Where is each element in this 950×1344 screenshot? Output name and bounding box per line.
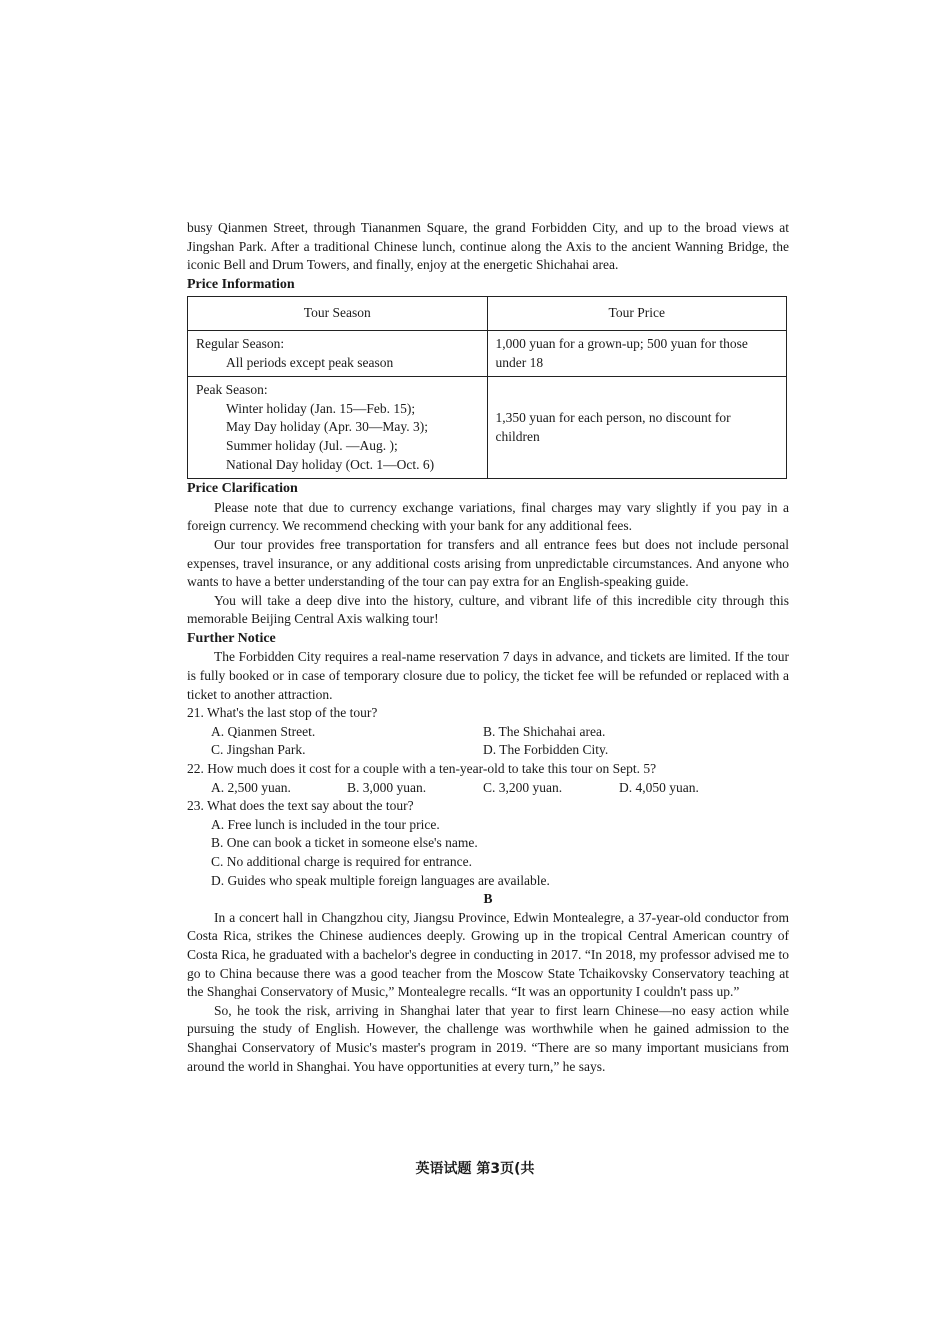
option-c: C. No additional charge is required for entrance. (211, 854, 473, 869)
option-row (187, 723, 789, 742)
peak-period: National Day holiday (Oct. 1—Oct. 6) (226, 456, 435, 472)
peak-season-cell (188, 377, 488, 479)
intro-paragraph: busy Qianmen Street, through Tiananmen Square, the grand Forbidden City, and up to the broad views at Jingshan Park. After a traditional Chinese lunch, continue along the Axis to the ancient Wanning Bridge, the iconic Bell and Drum Towers, and finally, enjoy at the energetic Shichahai area. (187, 220, 789, 273)
peak-price-cell: 1,350 yuan for each person, no discount for children (487, 377, 787, 479)
section-b-paragraph: In a concert hall in Changzhou city, Jiangsu Province, Edwin Montealegre, a 37-year-old conductor from Costa Rica, strikes the Chinese audiences deeply. Growing up in the tropical Central American country of Costa Rica, he graduated with a bachelor's degree in conducting in 2017. “In 2018, my professor advised me to go to China because there was a good teacher from the Moscow State Tchaikovsky Conservatory teaching at the Shanghai Conservatory of Music,” Montealegre recalls. “It was an opportunity I couldn't pass up.” (187, 909, 789, 1000)
table-row-regular (188, 330, 787, 376)
option-row (187, 779, 789, 798)
question-22 (187, 760, 789, 797)
peak-period: Summer holiday (Jul. —Aug. ); (226, 437, 398, 453)
header-tour-price: Tour Price (487, 297, 787, 331)
table-header-row (188, 297, 787, 331)
peak-period: May Day holiday (Apr. 30—May. 3); (226, 419, 428, 435)
page-footer: 英语试题 第3页(共 (415, 1161, 535, 1177)
option-b: B. 3,000 yuan. (347, 779, 427, 795)
table-row-peak (188, 377, 787, 479)
header-tour-season: Tour Season (188, 297, 488, 331)
clarification-heading: Price Clarification (187, 481, 298, 497)
option-a: A. Qianmen Street. (211, 723, 316, 739)
option-a: A. 2,500 yuan. (211, 779, 291, 795)
price-info-heading: Price Information (187, 276, 295, 292)
price-table (187, 296, 787, 479)
regular-season-title: Regular Season: (196, 335, 285, 351)
section-b-paragraph: So, he took the risk, arriving in Shanghai later that year to first learn Chinese—no easy action while pursuing the study of English. However, the challenge was worthwhile when he gained admission to the Shanghai Conservatory of Music's master's program in 2019. “There are so many important musicians from around the world in Shanghai. You have opportunities at every turn,” he says. (187, 1002, 789, 1074)
regular-season-desc: All periods except peak season (226, 354, 394, 370)
clarification-paragraph: Our tour provides free transportation for transfers and all entrance fees but does not include personal expenses, travel insurance, or any additional costs arising from unpredictable circumstances. And anyone who wants to have a better understanding of the tour can pay extra for an English-speaking guide. (187, 536, 789, 590)
exam-page (187, 219, 789, 1076)
option-b: B. One can book a ticket in someone else's name. (211, 835, 478, 851)
option-c: C. 3,200 yuan. (483, 779, 563, 795)
option-d: D. 4,050 yuan. (619, 779, 699, 795)
notice-heading: Further Notice (187, 630, 276, 646)
question-stem: 21. What's the last stop of the tour? (187, 705, 378, 721)
regular-season-cell (188, 330, 488, 376)
regular-price-cell: 1,000 yuan for a grown-up; 500 yuan for those under 18 (487, 330, 787, 376)
question-stem: 23. What does the text say about the tour? (187, 798, 414, 814)
question-21 (187, 704, 789, 760)
section-b-label: B (483, 891, 493, 907)
option-a: A. Free lunch is included in the tour price. (211, 816, 440, 832)
option-c: C. Jingshan Park. (211, 742, 306, 758)
clarification-paragraph: You will take a deep dive into the history, culture, and vibrant life of this incredible city through this memorable Beijing Central Axis walking tour! (187, 592, 789, 627)
option-row (187, 741, 789, 760)
option-b: B. The Shichahai area. (483, 723, 606, 739)
notice-paragraph: The Forbidden City requires a real-name reservation 7 days in advance, and tickets are limited. If the tour is fully booked or in case of temporary closure due to policy, the ticket fee will be refunded or replaced with a ticket to another attraction. (187, 649, 789, 702)
option-d: D. Guides who speak multiple foreign languages are available. (211, 872, 550, 888)
clarification-paragraph: Please note that due to currency exchange variations, final charges may vary slightly if you pay in a foreign currency. We recommend checking with your bank for any additional fees. (187, 499, 789, 534)
peak-period: Winter holiday (Jan. 15—Feb. 15); (226, 400, 416, 416)
question-23 (187, 797, 789, 890)
option-d: D. The Forbidden City. (483, 742, 609, 758)
peak-season-title: Peak Season: (196, 382, 268, 398)
question-stem: 22. How much does it cost for a couple with a ten-year-old to take this tour on Sept. 5? (187, 761, 657, 777)
